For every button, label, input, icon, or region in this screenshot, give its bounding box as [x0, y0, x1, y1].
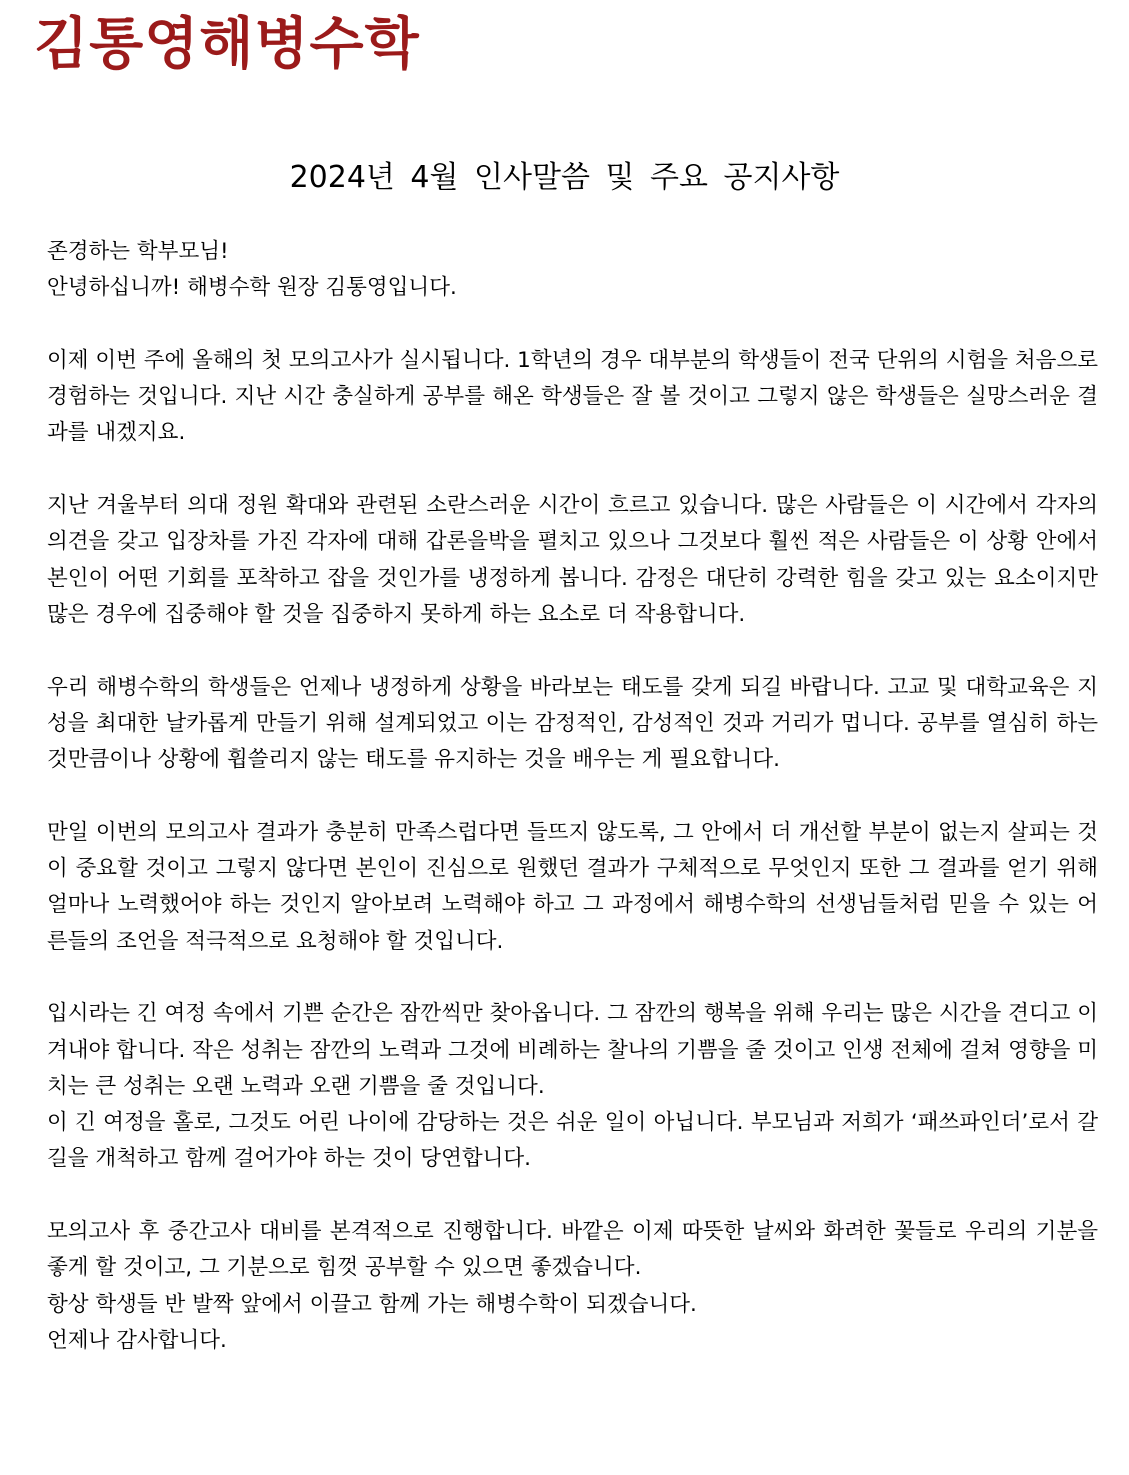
greeting-line: 존경하는 학부모님! [47, 239, 229, 264]
closing-line: 언제나 감사합니다. [47, 1327, 227, 1353]
academy-logo: 김통영해병수학 [34, 11, 420, 77]
paragraph: 만일 이번의 모의고사 결과가 충분히 만족스럽다면 들뜨지 않도록, 그 안에서 더 개선할 부분이 없는지 살피는 것이 중요할 것이고 그렇지 않다면 본인이 진심으로 원했던 결과가 구체적으로 무엇인지 또한 그 결과를 얻기 위해 얼마나 노력했어야 하는 것인지 알아보려 노력해야 하고 그 과정에서 해병수학의 선생님들처럼 믿을 수 있는 어른들의 조언을 적극적으로 요청해야 할 것입니다. [47, 819, 1098, 954]
paragraph: 이제 이번 주에 올해의 첫 모의고사가 실시됩니다. 1학년의 경우 대부분의 학생들이 전국 단위의 시험을 처음으로 경험하는 것입니다. 지난 시간 충실하게 공부를 해온 학생들은 잘 볼 것이고 그렇지 않은 학생들은 실망스러운 결과를 내겠지요. [47, 347, 1098, 446]
closing-line: 항상 학생들 반 발짝 앞에서 이끌고 함께 가는 해병수학이 되겠습니다. [47, 1291, 697, 1317]
paragraph: 이 긴 여정을 홀로, 그것도 어린 나이에 감당하는 것은 쉬운 일이 아닙니다. 부모님과 저희가 ‘패쓰파인더’로서 갈 길을 개척하고 함께 걸어가야 하는 것이 당연합니다. [47, 1110, 1098, 1172]
paragraph: 모의고사 후 중간고사 대비를 본격적으로 진행합니다. 바깥은 이제 따뜻한 날씨와 화려한 꽃들로 우리의 기분을 좋게 할 것이고, 그 기분으로 힘껏 공부할 수 있으면 좋겠습니다. [47, 1219, 1098, 1281]
paragraph: 입시라는 긴 여정 속에서 기쁜 순간은 잠깐씩만 찾아옵니다. 그 잠깐의 행복을 위해 우리는 많은 시간을 견디고 이겨내야 합니다. 작은 성취는 잠깐의 노력과 그것에 비례하는 찰나의 기쁨을 줄 것이고 인생 전체에 걸쳐 영향을 미치는 큰 성취는 오랜 노력과 오랜 기쁨을 줄 것입니다. [47, 1001, 1098, 1099]
letter-body [34, 234, 1098, 1359]
paragraph: 우리 해병수학의 학생들은 언제나 냉정하게 상황을 바라보는 태도를 갖게 되길 바랍니다. 고교 및 대학교육은 지성을 최대한 날카롭게 만들기 위해 설계되었고 이는 감정적인, 감성적인 것과 거리가 멉니다. 공부를 열심히 하는 것만큼이나 상황에 휩쓸리지 않는 태도를 유지하는 것을 배우는 게 필요합니다. [47, 674, 1098, 773]
page-title: 2024년 4월 인사말씀 및 주요 공지사항 [289, 160, 840, 195]
paragraph: 지난 겨울부터 의대 정원 확대와 관련된 소란스러운 시간이 흐르고 있습니다. 많은 사람들은 이 시간에서 각자의 의견을 갖고 입장차를 가진 각자에 대해 갑론을박을 펼치고 있으나 그것보다 훨씬 적은 사람들은 이 상황 안에서 본인이 어떤 기회를 포착하고 잡을 것인가를 냉정하게 봅니다. 감정은 대단히 강력한 힘을 갖고 있는 요소이지만 많은 경우에 집중해야 할 것을 집중하지 못하게 하는 요소로 더 작용합니다. [47, 493, 1098, 627]
greeting-line: 안녕하십니까! 해병수학 원장 김통영입니다. [47, 275, 457, 301]
